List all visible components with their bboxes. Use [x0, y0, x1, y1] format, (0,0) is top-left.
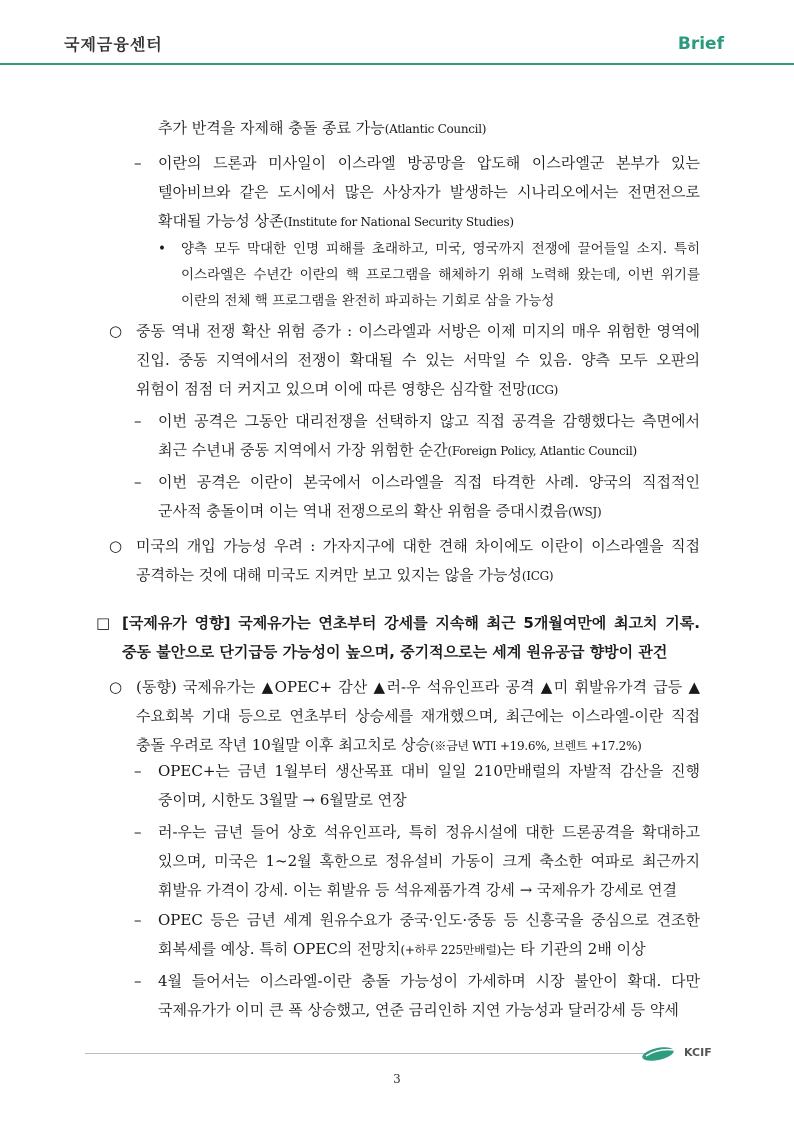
paragraph-text: 4월 들어서는 이스라엘-이란 충돌 가능성이 가세하며 시장 불안이 확대. 다만 국제유가가 이미 큰 폭 상승했고, 연준 금리인하 지연 가능성과 달러강세 등 약세 — [158, 972, 700, 1019]
dash-marker: – — [134, 473, 142, 491]
circle-marker: ○ — [109, 537, 123, 555]
section-marker: □ — [96, 614, 111, 632]
source-note: (Atlantic Council) — [384, 122, 487, 136]
source-note: (ICG) — [526, 383, 559, 397]
paragraph — [158, 967, 700, 1025]
header-rule — [0, 63, 794, 65]
paragraph-text: 이번 공격은 이란이 본국에서 이스라엘을 직접 타격한 사례. 양국의 직접적인 군사적 충돌이며 이는 역내 전쟁으로의 확산 위험을 증대시켰음 — [158, 473, 700, 520]
source-note: (ICG) — [521, 569, 554, 583]
paragraph-text: 러-우는 금년 들어 상호 석유인프라, 특히 정유시설에 대한 드론공격을 확대하고 있으며, 미국은 1~2월 혹한으로 정유설비 가동이 크게 축소한 여파로 최근까지 휘발유 가격이 강세. 이는 휘발유 등 석유제품가격 강세 → 국제유가 강세로 연결 — [158, 823, 700, 899]
paragraph-text: 중동 역내 전쟁 확산 위험 증가 : 이스라엘과 서방은 이제 미지의 매우 위험한 영역에 진입. 중동 지역에서의 전쟁이 확대될 수 있는 서막일 수 있음. 양측 모두 오판의 위험이 점점 더 커지고 있으며 이에 따른 영향은 심각할 전망 — [136, 322, 700, 398]
paragraph — [181, 236, 700, 314]
section-heading-text: [국제유가 영향] 국제유가는 연초부터 강세를 지속해 최근 5개월여만에 최고치 기록. 중동 불안으로 단기급등 가능성이 높으며, 중기적으로는 세계 원유공급 향방이 관건 — [122, 614, 700, 661]
paragraph-text: 이번 공격은 그동안 대리전쟁을 선택하지 않고 직접 공격을 감행했다는 측면에서 최근 수년내 중동 지역에서 가장 위험한 순간 — [158, 412, 700, 459]
bullet-marker: • — [158, 241, 166, 257]
page-number: 3 — [393, 1072, 401, 1086]
dash-marker: – — [134, 972, 142, 990]
paragraph-text: (동향) 국제유가는 ▲OPEC+ 감산 ▲러-우 석유인프라 공격 ▲미 휘발유가격 급등 ▲수요회복 기대 등으로 연초부터 상승세를 재개했으며, 최근에는 이스라엘-이란 직접 충돌 우려로 작년 10월말 이후 최고치로 상승 — [136, 678, 700, 754]
paragraph — [158, 468, 700, 527]
paragraph — [158, 149, 700, 237]
footer-rule — [85, 1053, 645, 1054]
paragraph — [158, 757, 700, 815]
source-note: (+하루 225만배럴) — [400, 943, 502, 957]
paragraph-text: 추가 반격을 자제해 충돌 종료 가능 — [158, 119, 385, 137]
circle-marker: ○ — [109, 322, 123, 340]
dash-marker: – — [134, 762, 142, 780]
source-note: (Institute for National Security Studies) — [283, 215, 514, 229]
paragraph — [158, 818, 700, 905]
source-note: (WSJ) — [568, 505, 602, 519]
paragraph-text: 이란의 드론과 미사일이 이스라엘 방공망을 압도해 이스라엘군 본부가 있는 텔아비브와 같은 도시에서 많은 사상자가 발생하는 시나리오에서는 전면전으로 확대될 가능성 상존 — [158, 154, 700, 230]
dash-marker: – — [134, 412, 142, 430]
dash-marker: – — [134, 154, 142, 172]
dash-marker: – — [134, 823, 142, 841]
paragraph — [158, 906, 700, 965]
source-note: (Foreign Policy, Atlantic Council) — [447, 444, 637, 458]
paragraph-text: OPEC+는 금년 1월부터 생산목표 대비 일일 210만배럴의 자발적 감산을 진행 중이며, 시한도 3월말 → 6월말로 연장 — [158, 762, 700, 809]
paragraph-text: 미국의 개입 가능성 우려 : 가자지구에 대한 견해 차이에도 이란이 이스라엘을 직접 공격하는 것에 대해 미국도 지켜만 보고 있지는 않을 가능성 — [136, 537, 700, 584]
section-heading — [122, 609, 700, 667]
paragraph — [136, 673, 700, 761]
source-note: (※금년 WTI +19.6%, 브렌트 +17.2%) — [430, 739, 642, 753]
org-name: 국제금융센터 — [64, 35, 163, 54]
paragraph — [136, 532, 700, 591]
circle-marker: ○ — [109, 678, 123, 696]
paragraph — [158, 407, 700, 466]
page-header — [0, 0, 794, 70]
kcif-logo-icon — [640, 1044, 680, 1062]
paragraph-text: 양측 모두 막대한 인명 피해를 초래하고, 미국, 영국까지 전쟁에 끌어들일 소지. 특히 이스라엘은 수년간 이란의 핵 프로그램을 해체하기 위해 노력해 왔는데, 이번 위기를 이란의 전체 핵 프로그램을 완전히 파괴하는 기회로 삼을 가능성 — [181, 241, 700, 309]
paragraph — [136, 317, 700, 405]
paragraph — [158, 114, 700, 144]
brief-badge: Brief — [677, 34, 724, 54]
dash-marker: – — [134, 911, 142, 929]
paragraph-text: 는 타 기관의 2배 이상 — [501, 940, 646, 958]
paragraph-text: OPEC 등은 금년 세계 원유수요가 중국·인도·중동 등 신흥국을 중심으로 견조한 회복세를 예상. 특히 OPEC의 전망치 — [158, 911, 700, 958]
logo-text: KCIF — [684, 1046, 712, 1059]
